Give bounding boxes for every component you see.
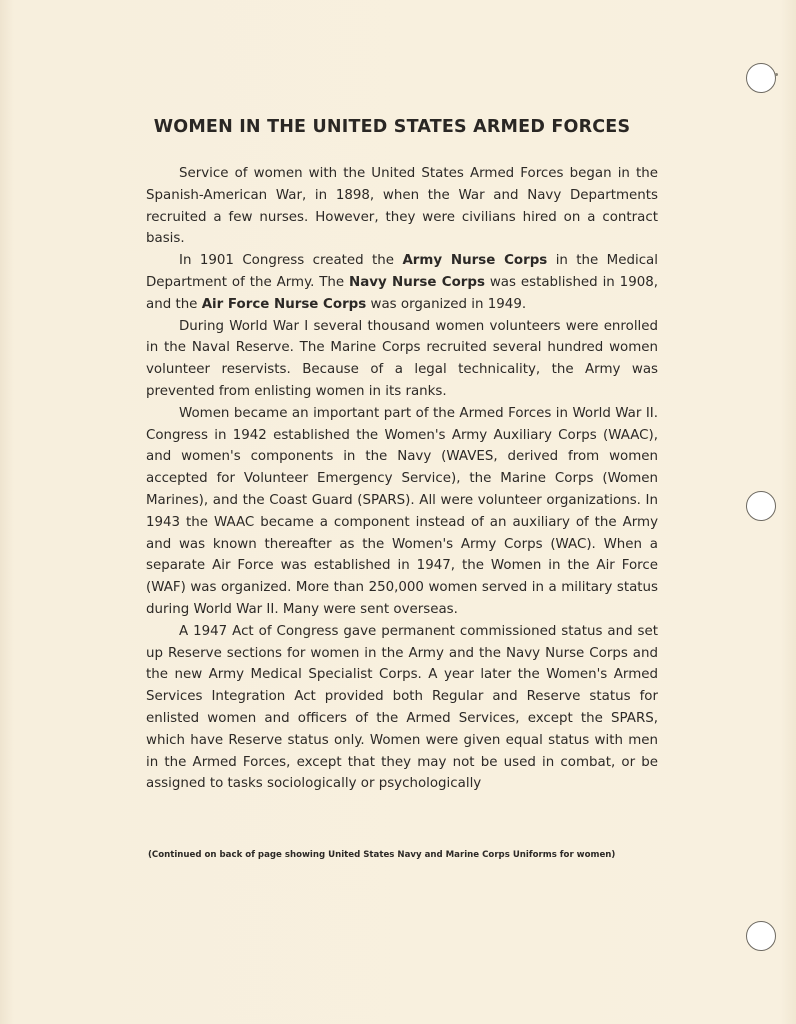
page-title: WOMEN IN THE UNITED STATES ARMED FORCES	[153, 117, 631, 137]
article-body	[146, 163, 658, 795]
paper-speck	[775, 73, 778, 76]
paragraph-3: During World War I several thousand women volunteers were enrolled in the Naval Reserve. The Marine Corps recruited several hundred women volunteer reservists. Because of a legal technicality, the Army was prevented from enlisting women in its ranks.	[146, 318, 658, 399]
navy-nurse-corps-term: Navy Nurse Corps	[349, 274, 485, 290]
paragraph-1: Service of women with the United States Armed Forces began in the Spanish-American War, in 1898, when the War and Navy Departments recruited a few nurses. However, they were civilians hired on a contract basis.	[146, 166, 658, 247]
paragraph-2-text-3: was established in 1908, and the	[146, 274, 659, 312]
binder-hole-bottom	[746, 921, 776, 951]
army-nurse-corps-term: Army Nurse Corps	[402, 253, 548, 269]
paragraph-2-text-2: in the Medical Department of the Army. The	[146, 253, 658, 290]
paragraph-2-text-1: In 1901 Congress created the	[179, 253, 403, 269]
continuation-note: (Continued on back of page showing United States Navy and Marine Corps Uniforms for women)	[148, 850, 616, 860]
binder-hole-top	[746, 63, 776, 93]
paragraph-4: Women became an important part of the Armed Forces in World War II. Congress in 1942 established the Women's Army Auxiliary Corps (WAAC), and women's components in the Navy (WAVES, derived from women accepted for Volunteer Emergency Service), the Marine Corps (Women Marines), and the Coast Guard (SPARS). All were volunteer organizations. In 1943 the WAAC became a component instead of an auxiliary of the Army and was known thereafter as the Women's Army Corps (WAC). When a separate Air Force was established in 1947, the Women in the Air Force (WAF) was organized. More than 250,000 women served in a military status during World War II. Many were sent overseas.	[146, 405, 658, 617]
paragraph-2-text-4: was organized in 1949.	[366, 296, 527, 312]
binder-hole-middle	[746, 491, 776, 521]
air-force-nurse-corps-term: Air Force Nurse Corps	[201, 296, 367, 312]
paragraph-2	[146, 250, 658, 315]
paragraph-5: A 1947 Act of Congress gave permanent commissioned status and set up Reserve sections for women in the Army and the Navy Nurse Corps and the new Army Medical Specialist Corps. A year later the Women's Armed Services Integration Act provided both Regular and Reserve status for enlisted women and officers of the Armed Services, except the SPARS, which have Reserve status only. Women were given equal status with men in the Armed Forces, except that they may not be used in combat, or be assigned to tasks sociologically or psychologically	[146, 623, 658, 792]
